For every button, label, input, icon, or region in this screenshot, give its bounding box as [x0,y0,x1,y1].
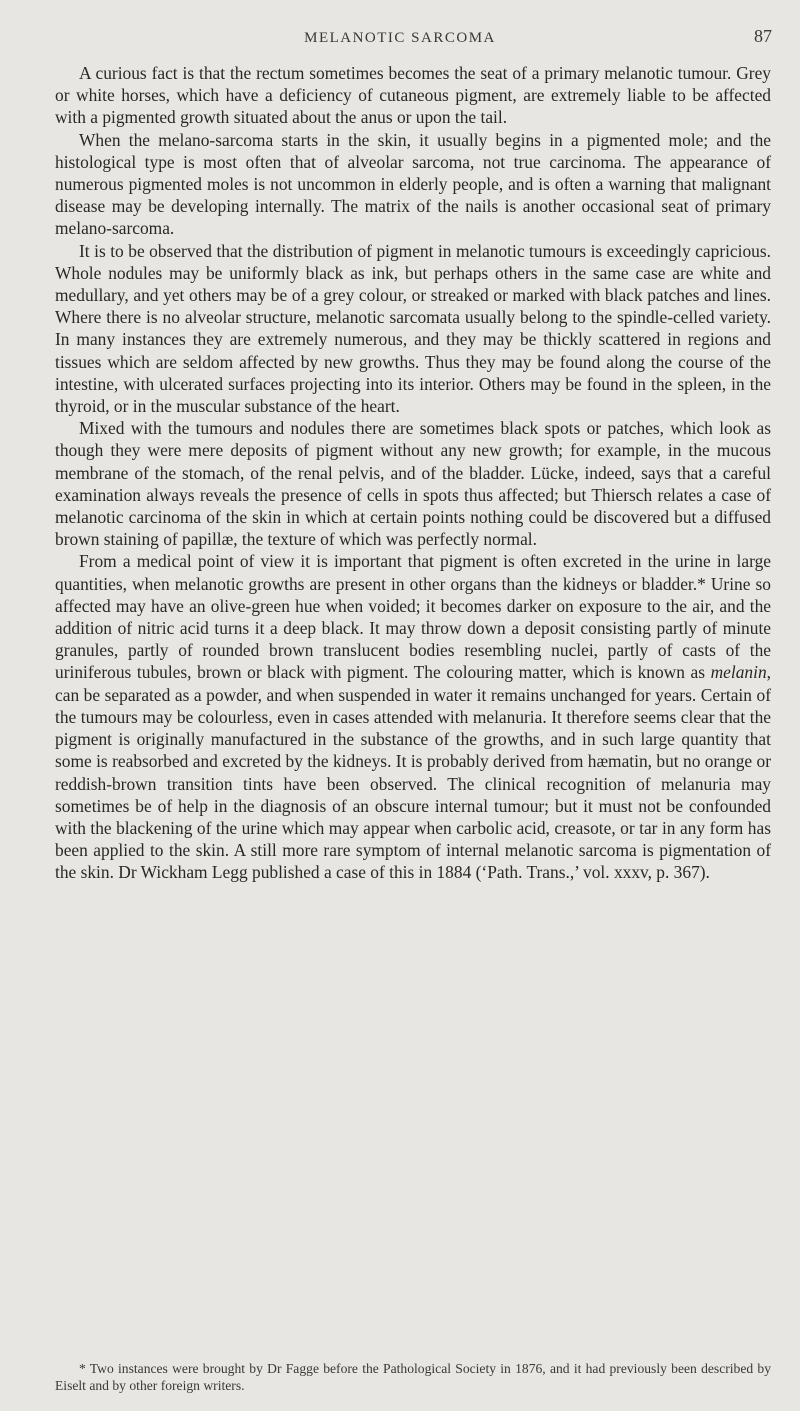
paragraph-melanuria [55,550,771,883]
paragraph-rectum: A curious fact is that the rectum sometimes becomes the seat of a primary melanotic tumour. Grey or white horses, which have a deficiency of cutaneous pigment, are extremely liable to be affected with a pigmented growth situated about the anus or upon the tail. [55,63,771,128]
melanuria-text-before: From a medical point of view it is important that pigment is often excreted in the urine in large quantities, when melanotic growths are present in other organs than the kidneys or bladder.* Urine so affected may have an olive-green hue when voided; it becomes darker on exposure to the air, and the addition of nitric acid turns it a deep black. It may throw down a deposit consisting partly of minute granules, partly of rounded brown translucent bodies resembling nuclei, partly of casts of the uriniferous tubules, brown or black with pigment. The colouring matter, which is known as [55,551,771,683]
paragraph-pigment-distribution: It is to be observed that the distribution of pigment in melanotic tumours is exceedingly capricious. Whole nodules may be uniformly black as ink, but perhaps others in the same case are white and medullary, and yet others may be of a grey colour, or streaked or marked with black patches and lines. Where there is no alveolar structure, melanotic sarcomata usually belong to the spindle-celled variety. In many instances they are extremely numerous, and they may be thickly scattered in regions and tissues which are seldom affected by new growths. Thus they may be found along the course of the intestine, with ulcerated surfaces projecting into its interior. Others may be found in the spleen, in the thyroid, or in the muscular substance of the heart. [55,240,771,417]
running-title: MELANOTIC SARCOMA [304,30,496,46]
page-number: 87 [754,26,772,46]
melanin-term: melanin [710,662,767,683]
melanuria-text-after: , can be separated as a powder, and when suspended in water it remains unchanged for years. Certain of the tumours may be colourless, even in cases attended with melanuria. It therefore seems clear that the pigment is originally manufactured in the substance of the growths, and in such large quantity that some is reabsorbed and excreted by the kidneys. It is probably derived from hæmatin, but no orange or reddish-brown transition tints have been observed. The clinical recognition of melanuria may sometimes be of help in the diagnosis of an obscure internal tumour; but it must not be confounded with the blackening of the urine which may appear when carbolic acid, creasote, or tar in any form has been applied to the skin. A still more rare symptom of internal melanotic sarcoma is pigmentation of the skin. Dr Wickham Legg published a case of this in 1884 (‘Path. Trans.,’ vol. xxxv, p. 367). [55,662,771,883]
paragraph-skin-origin: When the melano-sarcoma starts in the skin, it usually begins in a pigmented mole; and the histological type is most often that of alveolar sarcoma, not true carcinoma. The appearance of numerous pigmented moles is not uncommon in elderly people, and is often a warning that malignant disease may be developing internally. The matrix of the nails is another occasional seat of primary melano-sarcoma. [55,129,771,239]
paragraph-black-spots: Mixed with the tumours and nodules there are sometimes black spots or patches, which look as though they were mere deposits of pigment without any new growth; for example, in the mucous membrane of the stomach, of the renal pelvis, and of the bladder. Lücke, indeed, says that a careful examination always reveals the presence of cells in spots thus affected; but Thiersch relates a case of melanotic carcinoma of the skin in which at certain points nothing could be discovered but a diffused brown staining of papillæ, the texture of which was perfectly normal. [55,418,771,550]
footnote: * Two instances were brought by Dr Fagge before the Pathological Society in 1876, and it had previously been described by Eiselt and by other foreign writers. [55,1361,771,1393]
body-text [55,62,771,884]
